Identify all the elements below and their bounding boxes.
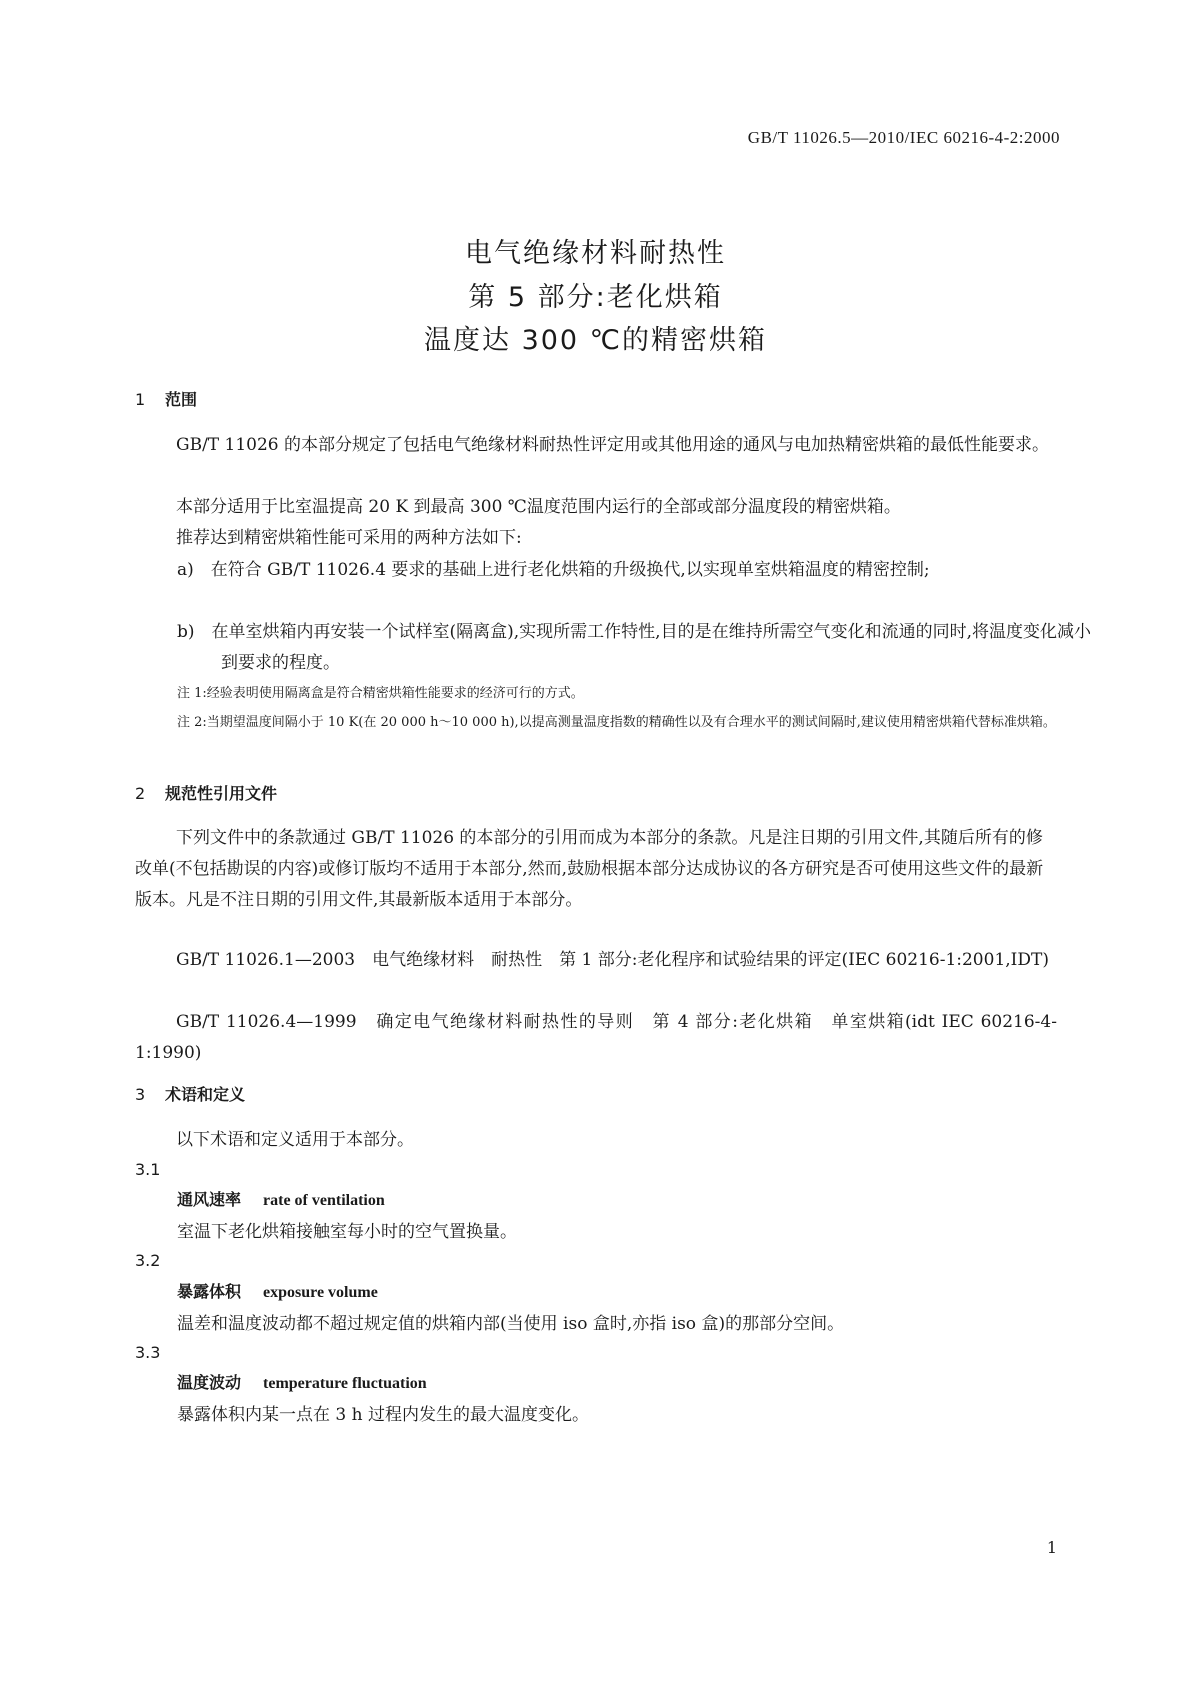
term-definition: 暴露体积内某一点在 3 h 过程内发生的最大温度变化。: [177, 1405, 589, 1425]
title-line-3: 温度达 300 ℃的精密烘箱: [423, 325, 768, 356]
term-number: 3.2: [135, 1251, 161, 1270]
section-3-heading: [135, 1082, 245, 1105]
term-number: 3.1: [135, 1160, 161, 1179]
title-line-1: 电气绝缘材料耐热性: [465, 238, 726, 269]
standard-code: GB/T 11026.5—2010/IEC 60216-4-2:2000: [747, 128, 1060, 147]
section-title: 规范性引用文件: [165, 784, 278, 803]
title-line-2: 第 5 部分:老化烘箱: [468, 282, 723, 313]
term-zh: 温度波动: [177, 1373, 242, 1392]
term-en: temperature fluctuation: [263, 1375, 427, 1392]
term-en: rate of ventilation: [263, 1192, 385, 1209]
term-zh: 通风速率: [177, 1190, 242, 1209]
section-title: 术语和定义: [165, 1085, 246, 1104]
reference-1: GB/T 11026.1—2003 电气绝缘材料 耐热性 第 1 部分:老化程序和试验结果的评定(IEC 60216-1:2001,IDT): [176, 950, 1049, 970]
paragraph: 本部分适用于比室温提高 20 K 到最高 300 ℃温度范围内运行的全部或部分温度段的精密烘箱。: [176, 497, 901, 517]
paragraph: GB/T 11026 的本部分规定了包括电气绝缘材料耐热性评定用或其他用途的通风与电加热精密烘箱的最低性能要求。: [176, 435, 1050, 455]
term-zh: 暴露体积: [177, 1282, 242, 1301]
note-2: 注 2:当期望温度间隔小于 10 K(在 20 000 h～10 000 h),以提高测量温度指数的精确性以及有合理水平的测试间隔时,建议使用精密烘箱代替标准烘箱。: [177, 715, 1056, 730]
page-number: 1: [1046, 1538, 1057, 1557]
term-heading: [177, 1187, 385, 1210]
term-definition: 温差和温度波动都不超过规定值的烘箱内部(当使用 iso 盒时,亦指 iso 盒)的那部分空间。: [177, 1314, 845, 1334]
section-number: 2: [135, 784, 146, 803]
section-1-heading: [135, 387, 197, 410]
term-heading: [177, 1279, 378, 1302]
paragraph: 以下术语和定义适用于本部分。: [176, 1130, 414, 1150]
list-item-b: b) 在单室烘箱内再安装一个试样室(隔离盒),实现所需工作特性,目的是在维持所需空气变化和流通的同时,将温度变化减小到要求的程度。: [177, 622, 1091, 673]
section-2-heading: [135, 781, 277, 804]
paragraph: 推荐达到精密烘箱性能可采用的两种方法如下:: [176, 528, 522, 548]
section-title: 范围: [165, 390, 198, 409]
reference-2: GB/T 11026.4—1999 确定电气绝缘材料耐热性的导则 第 4 部分:老化烘箱 单室烘箱(idt IEC 60216-4-1:1990): [135, 1012, 1057, 1063]
note-1: 注 1:经验表明使用隔离盒是符合精密烘箱性能要求的经济可行的方式。: [177, 686, 584, 701]
term-definition: 室温下老化烘箱接触室每小时的空气置换量。: [177, 1222, 517, 1242]
term-number: 3.3: [135, 1343, 161, 1362]
term-heading: [177, 1370, 427, 1393]
paragraph: 下列文件中的条款通过 GB/T 11026 的本部分的引用而成为本部分的条款。凡是注日期的引用文件,其随后所有的修改单(不包括勘误的内容)或修订版均不适用于本部分,然而,鼓励根据本部分达成协议的各方研究是否可使用这些文件的最新版本。凡是不注日期的引用文件,其最新版本适用于本部分。: [135, 828, 1044, 910]
section-number: 3: [135, 1085, 146, 1104]
section-number: 1: [135, 390, 146, 409]
list-item-a: a) 在符合 GB/T 11026.4 要求的基础上进行老化烘箱的升级换代,以实现单室烘箱温度的精密控制;: [177, 560, 930, 580]
term-en: exposure volume: [263, 1284, 378, 1301]
